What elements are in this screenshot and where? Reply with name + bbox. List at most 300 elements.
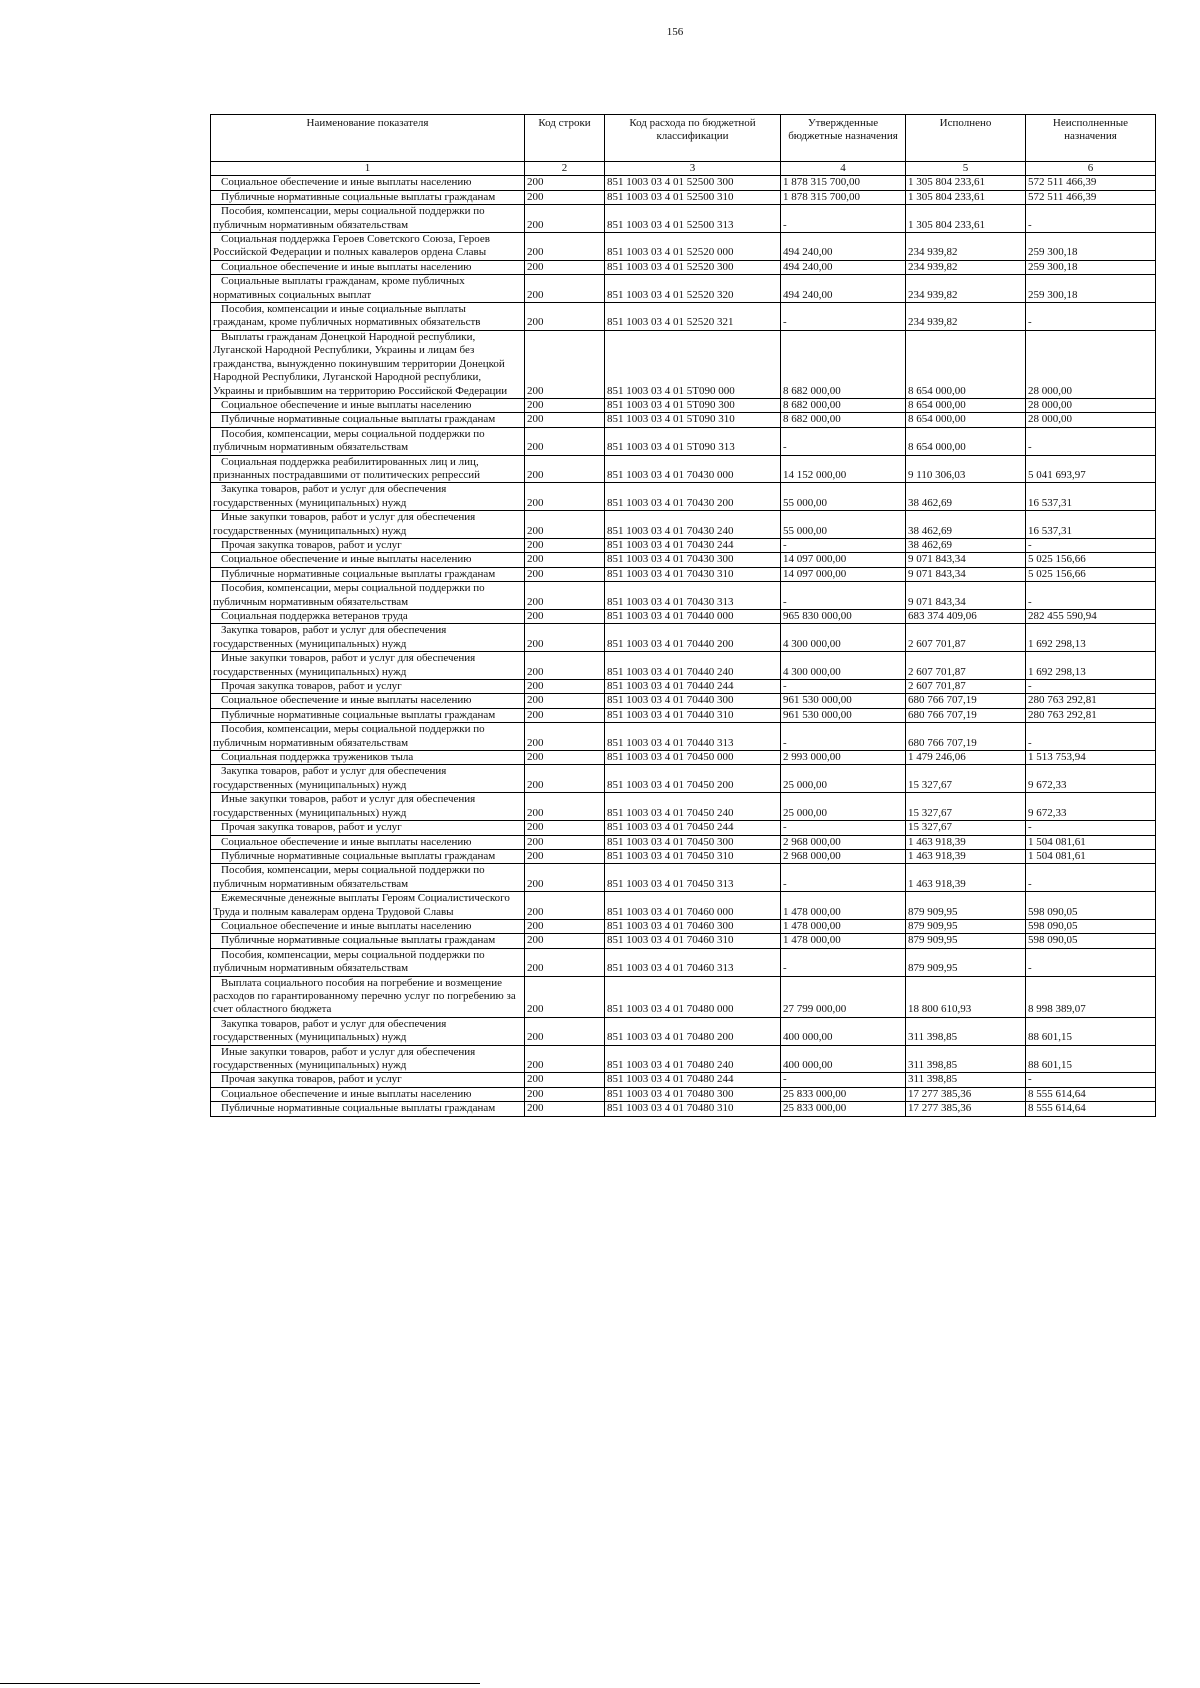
row-name: Публичные нормативные социальные выплаты гражданам [211, 567, 525, 581]
row-name: Пособия, компенсации, меры социальной поддержки по публичным нормативным обязательствам [211, 723, 525, 751]
row-code: 200 [525, 511, 605, 539]
row-unexecuted: 572 511 466,39 [1026, 190, 1156, 204]
row-expense-code: 851 1003 03 4 01 70430 200 [605, 483, 781, 511]
row-executed: 9 071 843,34 [906, 553, 1026, 567]
row-expense-code: 851 1003 03 4 01 70480 200 [605, 1017, 781, 1045]
row-approved: 8 682 000,00 [781, 330, 906, 398]
budget-report-table [210, 114, 1156, 1117]
table-row [211, 821, 1156, 835]
table-row [211, 694, 1156, 708]
row-expense-code: 851 1003 03 4 01 70430 244 [605, 538, 781, 552]
table-row [211, 1102, 1156, 1116]
row-executed: 234 939,82 [906, 260, 1026, 274]
row-approved: - [781, 427, 906, 455]
row-executed: 8 654 000,00 [906, 427, 1026, 455]
row-code: 200 [525, 1087, 605, 1101]
row-unexecuted: 259 300,18 [1026, 260, 1156, 274]
row-approved: 2 968 000,00 [781, 835, 906, 849]
row-approved: - [781, 303, 906, 331]
row-approved: 965 830 000,00 [781, 610, 906, 624]
row-approved: 1 478 000,00 [781, 919, 906, 933]
table-row [211, 765, 1156, 793]
table-row [211, 652, 1156, 680]
row-unexecuted: - [1026, 538, 1156, 552]
row-unexecuted: 282 455 590,94 [1026, 610, 1156, 624]
row-unexecuted: - [1026, 1073, 1156, 1087]
row-executed: 234 939,82 [906, 233, 1026, 261]
row-executed: 879 909,95 [906, 919, 1026, 933]
row-unexecuted: 259 300,18 [1026, 233, 1156, 261]
row-name: Закупка товаров, работ и услуг для обеспечения государственных (муниципальных) нужд [211, 483, 525, 511]
row-name: Социальное обеспечение и иные выплаты населению [211, 260, 525, 274]
column-number: 3 [605, 162, 781, 176]
row-name: Выплаты гражданам Донецкой Народной республики, Луганской Народной Республики, Украины и лицам без гражданства, вынужденно покинувшим территории Донецкой Народной Республики, Луганской Народной республики, Украины и прибывшим на территорию Российской Федерации [211, 330, 525, 398]
report-body [211, 176, 1156, 1116]
row-executed: 9 110 306,03 [906, 455, 1026, 483]
row-name: Пособия, компенсации, меры социальной поддержки по публичным нормативным обязательствам [211, 205, 525, 233]
row-expense-code: 851 1003 03 4 01 70460 300 [605, 919, 781, 933]
row-approved: - [781, 680, 906, 694]
row-executed: 38 462,69 [906, 538, 1026, 552]
row-executed: 234 939,82 [906, 303, 1026, 331]
row-approved: - [781, 582, 906, 610]
row-unexecuted: 8 555 614,64 [1026, 1102, 1156, 1116]
row-unexecuted: 572 511 466,39 [1026, 176, 1156, 190]
row-code: 200 [525, 330, 605, 398]
row-expense-code: 851 1003 03 4 01 70480 300 [605, 1087, 781, 1101]
row-executed: 1 479 246,06 [906, 751, 1026, 765]
row-name: Публичные нормативные социальные выплаты гражданам [211, 190, 525, 204]
table-row [211, 948, 1156, 976]
row-expense-code: 851 1003 03 4 01 70440 200 [605, 624, 781, 652]
row-name: Социальная поддержка ветеранов труда [211, 610, 525, 624]
row-code: 200 [525, 919, 605, 933]
row-name: Социальное обеспечение и иные выплаты населению [211, 694, 525, 708]
row-expense-code: 851 1003 03 4 01 70460 000 [605, 892, 781, 920]
row-unexecuted: 1 504 081,61 [1026, 849, 1156, 863]
table-row [211, 567, 1156, 581]
table-row [211, 190, 1156, 204]
table-row [211, 275, 1156, 303]
row-unexecuted: 280 763 292,81 [1026, 694, 1156, 708]
row-approved: 400 000,00 [781, 1045, 906, 1073]
row-unexecuted: 280 763 292,81 [1026, 708, 1156, 722]
row-unexecuted: 5 041 693,97 [1026, 455, 1156, 483]
column-number: 4 [781, 162, 906, 176]
row-expense-code: 851 1003 03 4 01 52520 000 [605, 233, 781, 261]
row-code: 200 [525, 260, 605, 274]
row-expense-code: 851 1003 03 4 01 70480 000 [605, 976, 781, 1017]
row-approved: 25 833 000,00 [781, 1102, 906, 1116]
table-row [211, 427, 1156, 455]
row-approved: 14 097 000,00 [781, 567, 906, 581]
table-row [211, 511, 1156, 539]
table-row [211, 582, 1156, 610]
row-name: Иные закупки товаров, работ и услуг для обеспечения государственных (муниципальных) нужд [211, 793, 525, 821]
table-row [211, 205, 1156, 233]
row-approved: - [781, 538, 906, 552]
row-expense-code: 851 1003 03 4 01 70450 313 [605, 864, 781, 892]
table-row [211, 708, 1156, 722]
row-code: 200 [525, 864, 605, 892]
row-unexecuted: 1 513 753,94 [1026, 751, 1156, 765]
row-expense-code: 851 1003 03 4 01 5Т090 313 [605, 427, 781, 455]
row-expense-code: 851 1003 03 4 01 70430 310 [605, 567, 781, 581]
row-name: Социальное обеспечение и иные выплаты населению [211, 1087, 525, 1101]
row-approved: 27 799 000,00 [781, 976, 906, 1017]
table-row [211, 751, 1156, 765]
row-unexecuted: 9 672,33 [1026, 793, 1156, 821]
row-unexecuted: 88 601,15 [1026, 1045, 1156, 1073]
row-code: 200 [525, 849, 605, 863]
row-expense-code: 851 1003 03 4 01 70430 240 [605, 511, 781, 539]
table-row [211, 455, 1156, 483]
row-approved: 55 000,00 [781, 511, 906, 539]
row-approved: 1 478 000,00 [781, 892, 906, 920]
row-approved: 1 878 315 700,00 [781, 176, 906, 190]
row-executed: 15 327,67 [906, 765, 1026, 793]
row-code: 200 [525, 694, 605, 708]
row-code: 200 [525, 205, 605, 233]
row-code: 200 [525, 934, 605, 948]
row-expense-code: 851 1003 03 4 01 70460 313 [605, 948, 781, 976]
table-row [211, 483, 1156, 511]
row-expense-code: 851 1003 03 4 01 70450 310 [605, 849, 781, 863]
row-name: Публичные нормативные социальные выплаты гражданам [211, 934, 525, 948]
row-executed: 2 607 701,87 [906, 652, 1026, 680]
row-executed: 1 463 918,39 [906, 864, 1026, 892]
row-expense-code: 851 1003 03 4 01 70430 300 [605, 553, 781, 567]
row-approved: 961 530 000,00 [781, 694, 906, 708]
row-code: 200 [525, 624, 605, 652]
row-expense-code: 851 1003 03 4 01 70450 000 [605, 751, 781, 765]
row-executed: 879 909,95 [906, 892, 1026, 920]
column-number: 2 [525, 162, 605, 176]
table-row [211, 976, 1156, 1017]
table-row [211, 553, 1156, 567]
header-row-code: Код строки [525, 115, 605, 162]
table-row [211, 1073, 1156, 1087]
row-name: Пособия, компенсации, меры социальной поддержки по публичным нормативным обязательствам [211, 427, 525, 455]
row-executed: 879 909,95 [906, 934, 1026, 948]
row-approved: 4 300 000,00 [781, 652, 906, 680]
row-name: Иные закупки товаров, работ и услуг для обеспечения государственных (муниципальных) нужд [211, 652, 525, 680]
row-expense-code: 851 1003 03 4 01 52520 320 [605, 275, 781, 303]
table-row [211, 1087, 1156, 1101]
row-executed: 1 463 918,39 [906, 849, 1026, 863]
row-executed: 38 462,69 [906, 483, 1026, 511]
row-approved: 8 682 000,00 [781, 413, 906, 427]
row-approved: 2 993 000,00 [781, 751, 906, 765]
row-unexecuted: - [1026, 948, 1156, 976]
row-executed: 2 607 701,87 [906, 680, 1026, 694]
row-code: 200 [525, 821, 605, 835]
row-name: Социальная поддержка Героев Советского Союза, Героев Российской Федерации и полных кавалеров ордена Славы [211, 233, 525, 261]
row-code: 200 [525, 610, 605, 624]
row-code: 200 [525, 455, 605, 483]
row-approved: - [781, 723, 906, 751]
row-unexecuted: 28 000,00 [1026, 330, 1156, 398]
row-unexecuted: - [1026, 864, 1156, 892]
row-unexecuted: 1 692 298,13 [1026, 624, 1156, 652]
row-approved: 55 000,00 [781, 483, 906, 511]
table-row [211, 864, 1156, 892]
row-executed: 18 800 610,93 [906, 976, 1026, 1017]
table-row [211, 398, 1156, 412]
row-expense-code: 851 1003 03 4 01 52500 310 [605, 190, 781, 204]
row-unexecuted: 8 998 389,07 [1026, 976, 1156, 1017]
row-executed: 8 654 000,00 [906, 398, 1026, 412]
row-unexecuted: 88 601,15 [1026, 1017, 1156, 1045]
table-row [211, 413, 1156, 427]
row-unexecuted: - [1026, 582, 1156, 610]
row-name: Социальная поддержка тружеников тыла [211, 751, 525, 765]
column-number: 5 [906, 162, 1026, 176]
row-name: Социальное обеспечение и иные выплаты населению [211, 553, 525, 567]
table-row [211, 260, 1156, 274]
row-code: 200 [525, 413, 605, 427]
row-code: 200 [525, 1017, 605, 1045]
row-executed: 15 327,67 [906, 793, 1026, 821]
row-expense-code: 851 1003 03 4 01 70450 244 [605, 821, 781, 835]
row-code: 200 [525, 948, 605, 976]
table-row [211, 303, 1156, 331]
column-number-row [211, 162, 1156, 176]
column-number: 1 [211, 162, 525, 176]
row-expense-code: 851 1003 03 4 01 70460 310 [605, 934, 781, 948]
row-name: Прочая закупка товаров, работ и услуг [211, 680, 525, 694]
row-unexecuted: 16 537,31 [1026, 511, 1156, 539]
row-code: 200 [525, 680, 605, 694]
row-code: 200 [525, 483, 605, 511]
row-unexecuted: 16 537,31 [1026, 483, 1156, 511]
row-code: 200 [525, 275, 605, 303]
row-name: Иные закупки товаров, работ и услуг для обеспечения государственных (муниципальных) нужд [211, 1045, 525, 1073]
row-executed: 680 766 707,19 [906, 723, 1026, 751]
table-row [211, 610, 1156, 624]
row-executed: 683 374 409,06 [906, 610, 1026, 624]
row-executed: 680 766 707,19 [906, 694, 1026, 708]
row-unexecuted: 1 692 298,13 [1026, 652, 1156, 680]
row-executed: 1 305 804 233,61 [906, 205, 1026, 233]
row-approved: 4 300 000,00 [781, 624, 906, 652]
row-approved: 494 240,00 [781, 260, 906, 274]
row-expense-code: 851 1003 03 4 01 70440 300 [605, 694, 781, 708]
row-expense-code: 851 1003 03 4 01 70440 240 [605, 652, 781, 680]
header-executed: Исполнено [906, 115, 1026, 162]
row-name: Публичные нормативные социальные выплаты гражданам [211, 708, 525, 722]
row-approved: 1 878 315 700,00 [781, 190, 906, 204]
row-code: 200 [525, 1102, 605, 1116]
row-code: 200 [525, 835, 605, 849]
row-expense-code: 851 1003 03 4 01 70450 300 [605, 835, 781, 849]
row-unexecuted: 598 090,05 [1026, 934, 1156, 948]
header-row [211, 115, 1156, 162]
row-unexecuted: 28 000,00 [1026, 413, 1156, 427]
table-row [211, 849, 1156, 863]
row-executed: 1 305 804 233,61 [906, 190, 1026, 204]
row-approved: 8 682 000,00 [781, 398, 906, 412]
table-row [211, 919, 1156, 933]
row-unexecuted: 1 504 081,61 [1026, 835, 1156, 849]
row-expense-code: 851 1003 03 4 01 70440 244 [605, 680, 781, 694]
row-name: Публичные нормативные социальные выплаты гражданам [211, 849, 525, 863]
row-name: Прочая закупка товаров, работ и услуг [211, 821, 525, 835]
header-unexecuted: Неисполненные назначения [1026, 115, 1156, 162]
row-approved: - [781, 821, 906, 835]
row-approved: 1 478 000,00 [781, 934, 906, 948]
row-name: Публичные нормативные социальные выплаты гражданам [211, 1102, 525, 1116]
row-name: Прочая закупка товаров, работ и услуг [211, 538, 525, 552]
row-expense-code: 851 1003 03 4 01 5Т090 300 [605, 398, 781, 412]
row-approved: 25 833 000,00 [781, 1087, 906, 1101]
row-name: Социальное обеспечение и иные выплаты населению [211, 919, 525, 933]
row-unexecuted: - [1026, 303, 1156, 331]
row-code: 200 [525, 176, 605, 190]
page-number: 156 [666, 26, 684, 38]
table-row [211, 1017, 1156, 1045]
row-name: Пособия, компенсации, меры социальной поддержки по публичным нормативным обязательствам [211, 864, 525, 892]
row-unexecuted: 5 025 156,66 [1026, 553, 1156, 567]
row-executed: 38 462,69 [906, 511, 1026, 539]
row-executed: 2 607 701,87 [906, 624, 1026, 652]
row-unexecuted: 28 000,00 [1026, 398, 1156, 412]
row-code: 200 [525, 398, 605, 412]
row-executed: 879 909,95 [906, 948, 1026, 976]
table-row [211, 835, 1156, 849]
row-name: Пособия, компенсации и иные социальные выплаты гражданам, кроме публичных нормативных обязательств [211, 303, 525, 331]
row-approved: 400 000,00 [781, 1017, 906, 1045]
row-name: Пособия, компенсации, меры социальной поддержки по публичным нормативным обязательствам [211, 948, 525, 976]
table-row [211, 892, 1156, 920]
row-approved: 961 530 000,00 [781, 708, 906, 722]
header-approved: Утвержденные бюджетные назначения [781, 115, 906, 162]
row-code: 200 [525, 976, 605, 1017]
row-expense-code: 851 1003 03 4 01 70440 000 [605, 610, 781, 624]
row-name: Публичные нормативные социальные выплаты гражданам [211, 413, 525, 427]
row-code: 200 [525, 303, 605, 331]
row-executed: 1 463 918,39 [906, 835, 1026, 849]
row-expense-code: 851 1003 03 4 01 52520 300 [605, 260, 781, 274]
row-expense-code: 851 1003 03 4 01 70450 240 [605, 793, 781, 821]
footer-rule [0, 1683, 480, 1684]
row-executed: 311 398,85 [906, 1045, 1026, 1073]
row-expense-code: 851 1003 03 4 01 52500 313 [605, 205, 781, 233]
row-name: Социальное обеспечение и иные выплаты населению [211, 398, 525, 412]
row-expense-code: 851 1003 03 4 01 70440 313 [605, 723, 781, 751]
row-code: 200 [525, 652, 605, 680]
row-expense-code: 851 1003 03 4 01 52520 321 [605, 303, 781, 331]
row-unexecuted: 9 672,33 [1026, 765, 1156, 793]
table-row [211, 233, 1156, 261]
table-row [211, 1045, 1156, 1073]
table-row [211, 330, 1156, 398]
row-unexecuted: - [1026, 427, 1156, 455]
row-executed: 9 071 843,34 [906, 582, 1026, 610]
table-row [211, 934, 1156, 948]
row-approved: 25 000,00 [781, 793, 906, 821]
row-expense-code: 851 1003 03 4 01 70480 310 [605, 1102, 781, 1116]
row-executed: 8 654 000,00 [906, 413, 1026, 427]
row-code: 200 [525, 892, 605, 920]
row-approved: - [781, 205, 906, 233]
row-unexecuted: 5 025 156,66 [1026, 567, 1156, 581]
row-unexecuted: - [1026, 205, 1156, 233]
row-expense-code: 851 1003 03 4 01 70480 240 [605, 1045, 781, 1073]
row-executed: 9 071 843,34 [906, 567, 1026, 581]
row-executed: 17 277 385,36 [906, 1102, 1026, 1116]
row-code: 200 [525, 233, 605, 261]
row-unexecuted: - [1026, 821, 1156, 835]
row-code: 200 [525, 190, 605, 204]
row-approved: 2 968 000,00 [781, 849, 906, 863]
row-name: Социальные выплаты гражданам, кроме публичных нормативных социальных выплат [211, 275, 525, 303]
row-unexecuted: - [1026, 680, 1156, 694]
row-code: 200 [525, 765, 605, 793]
row-expense-code: 851 1003 03 4 01 52500 300 [605, 176, 781, 190]
row-executed: 17 277 385,36 [906, 1087, 1026, 1101]
row-expense-code: 851 1003 03 4 01 70480 244 [605, 1073, 781, 1087]
row-name: Социальное обеспечение и иные выплаты населению [211, 835, 525, 849]
row-code: 200 [525, 708, 605, 722]
row-name: Закупка товаров, работ и услуг для обеспечения государственных (муниципальных) нужд [211, 765, 525, 793]
row-expense-code: 851 1003 03 4 01 5Т090 000 [605, 330, 781, 398]
row-approved: - [781, 864, 906, 892]
row-approved: 494 240,00 [781, 233, 906, 261]
column-number: 6 [1026, 162, 1156, 176]
row-unexecuted: 598 090,05 [1026, 919, 1156, 933]
row-code: 200 [525, 538, 605, 552]
row-executed: 8 654 000,00 [906, 330, 1026, 398]
row-code: 200 [525, 793, 605, 821]
row-expense-code: 851 1003 03 4 01 70430 313 [605, 582, 781, 610]
row-name: Прочая закупка товаров, работ и услуг [211, 1073, 525, 1087]
row-name: Выплата социального пособия на погребение и возмещение расходов по гарантированному перечню услуг по погребению за счет областного бюджета [211, 976, 525, 1017]
row-expense-code: 851 1003 03 4 01 5Т090 310 [605, 413, 781, 427]
row-code: 200 [525, 751, 605, 765]
row-name: Иные закупки товаров, работ и услуг для обеспечения государственных (муниципальных) нужд [211, 511, 525, 539]
row-unexecuted: 8 555 614,64 [1026, 1087, 1156, 1101]
table-row [211, 723, 1156, 751]
row-code: 200 [525, 723, 605, 751]
row-name: Социальная поддержка реабилитированных лиц и лиц, признанных пострадавшими от политических репрессий [211, 455, 525, 483]
table-row [211, 793, 1156, 821]
row-expense-code: 851 1003 03 4 01 70430 000 [605, 455, 781, 483]
row-unexecuted: - [1026, 723, 1156, 751]
row-approved: 14 152 000,00 [781, 455, 906, 483]
row-expense-code: 851 1003 03 4 01 70450 200 [605, 765, 781, 793]
row-executed: 15 327,67 [906, 821, 1026, 835]
row-executed: 311 398,85 [906, 1017, 1026, 1045]
row-name: Социальное обеспечение и иные выплаты населению [211, 176, 525, 190]
row-name: Пособия, компенсации, меры социальной поддержки по публичным нормативным обязательствам [211, 582, 525, 610]
row-expense-code: 851 1003 03 4 01 70440 310 [605, 708, 781, 722]
row-code: 200 [525, 567, 605, 581]
row-code: 200 [525, 1073, 605, 1087]
table-row [211, 176, 1156, 190]
header-indicator-name: Наименование показателя [211, 115, 525, 162]
row-approved: 494 240,00 [781, 275, 906, 303]
row-approved: - [781, 1073, 906, 1087]
table-row [211, 624, 1156, 652]
row-name: Закупка товаров, работ и услуг для обеспечения государственных (муниципальных) нужд [211, 1017, 525, 1045]
table-row [211, 680, 1156, 694]
row-unexecuted: 259 300,18 [1026, 275, 1156, 303]
header-expense-code: Код расхода по бюджетной классификации [605, 115, 781, 162]
row-unexecuted: 598 090,05 [1026, 892, 1156, 920]
row-code: 200 [525, 427, 605, 455]
row-approved: 25 000,00 [781, 765, 906, 793]
